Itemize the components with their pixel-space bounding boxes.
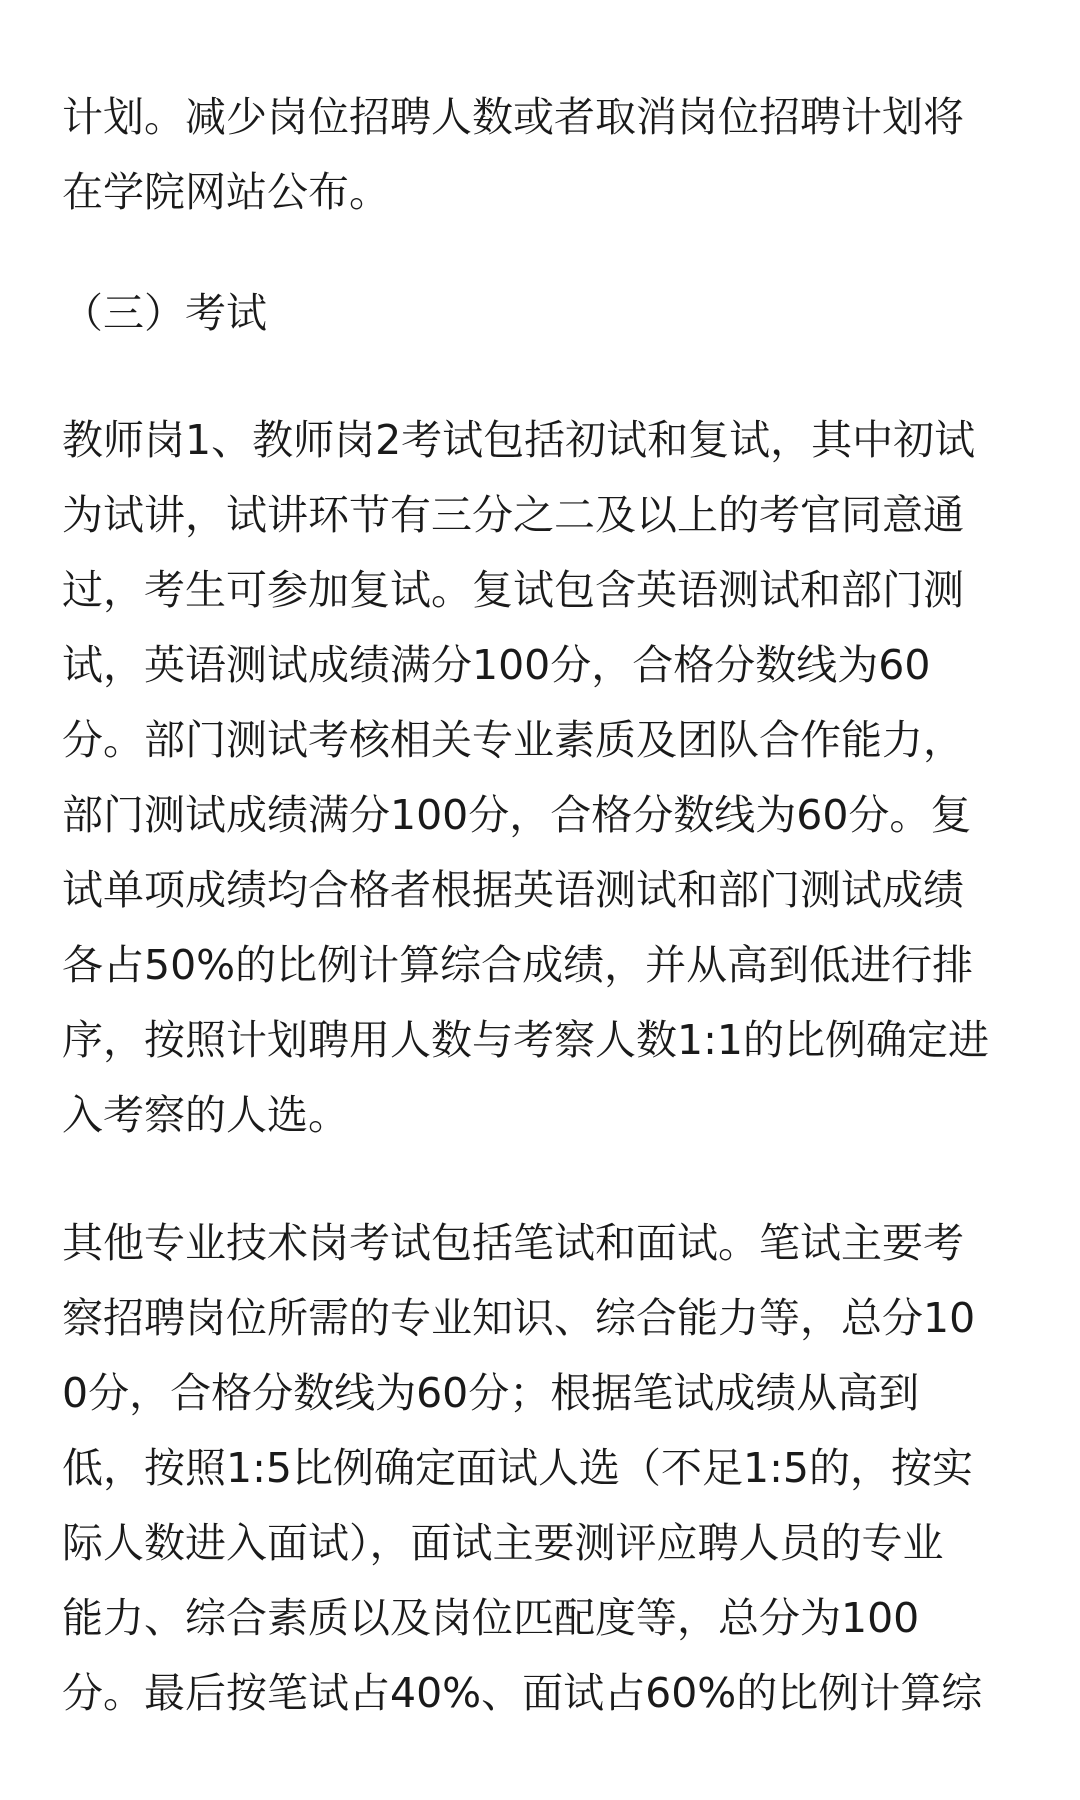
text-line: 序，按照计划聘用人数与考察人数1:1的比例确定进: [62, 1016, 989, 1064]
text-line: 分。最后按笔试占40%、面试占60%的比例计算综: [62, 1669, 983, 1717]
paragraph-other-exam: [62, 1206, 1022, 1731]
text-line: 试单项成绩均合格者根据英语测试和部门测试成绩: [62, 866, 964, 914]
text-line: 各占50%的比例计算综合成绩，并从高到低进行排: [62, 941, 974, 989]
paragraph-teacher-exam: [62, 403, 1022, 1153]
text-line: 察招聘岗位所需的专业知识、综合能力等，总分10: [62, 1294, 976, 1342]
text-line: 低，按照1:5比例确定面试人选（不足1:5的，按实: [62, 1444, 973, 1492]
text-line: 在学院网站公布。: [62, 168, 390, 216]
text-line: 其他专业技术岗考试包括笔试和面试。笔试主要考: [62, 1219, 964, 1267]
text-line: 际人数进入面试），面试主要测评应聘人员的专业: [62, 1519, 944, 1567]
paragraph-announcement: [62, 80, 1022, 230]
text-line: 计划。减少岗位招聘人数或者取消岗位招聘计划将: [62, 93, 964, 141]
text-line: 试，英语测试成绩满分100分，合格分数线为60: [62, 641, 931, 689]
text-line: 为试讲，试讲环节有三分之二及以上的考官同意通: [62, 491, 964, 539]
text-line: 教师岗1、教师岗2考试包括初试和复试，其中初试: [62, 416, 976, 464]
text-line: 能力、综合素质以及岗位匹配度等，总分为100: [62, 1594, 920, 1642]
section-heading: （三）考试: [62, 289, 267, 337]
text-line: 入考察的人选。: [62, 1091, 349, 1139]
text-line: 0分，合格分数线为60分；根据笔试成绩从高到: [62, 1369, 920, 1417]
text-line: 分。部门测试考核相关专业素质及团队合作能力，: [62, 716, 964, 764]
text-line: 部门测试成绩满分100分，合格分数线为60分。复: [62, 791, 972, 839]
text-line: 过，考生可参加复试。复试包含英语测试和部门测: [62, 566, 964, 614]
